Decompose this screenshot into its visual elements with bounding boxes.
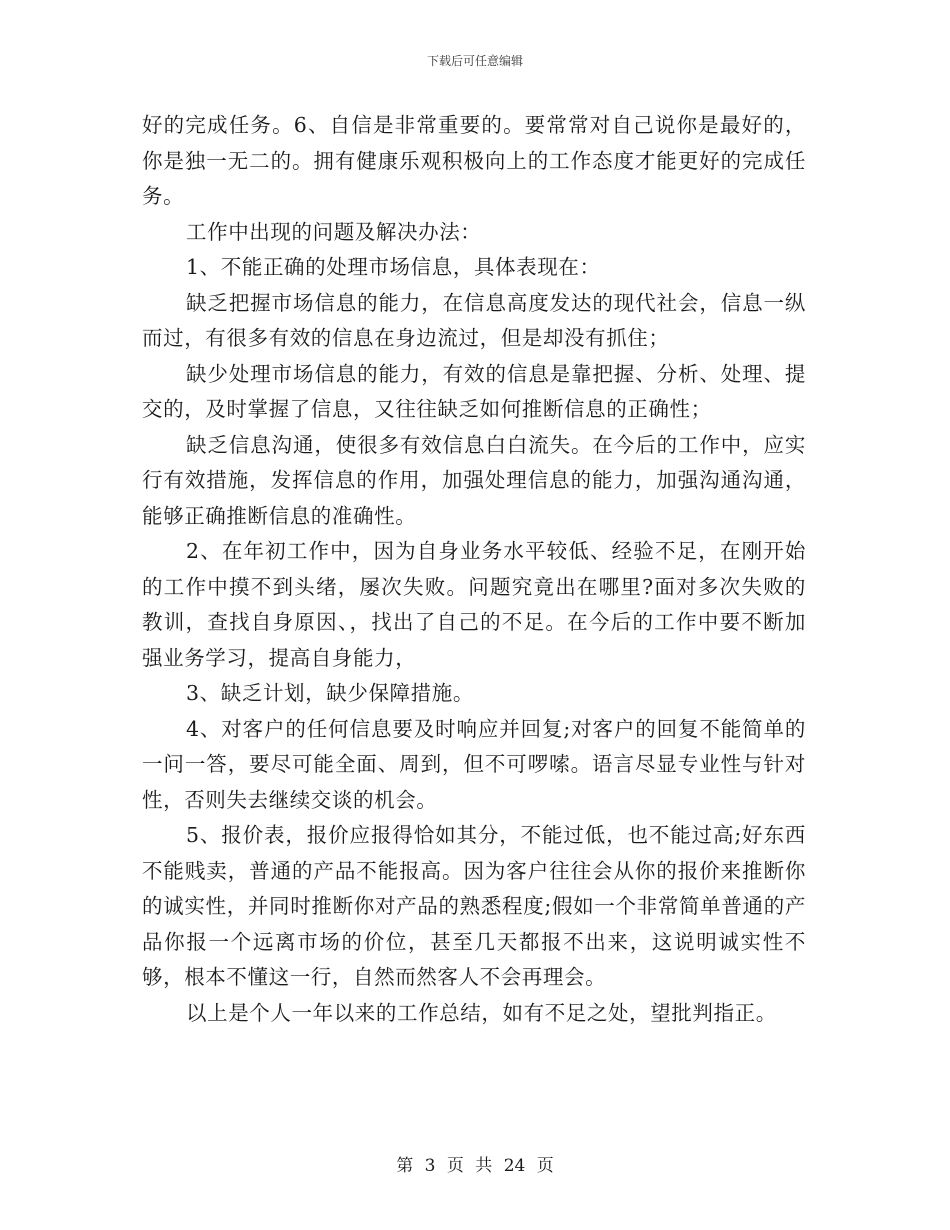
paragraph-item-4: 4、对客户的任何信息要及时响应并回复;对客户的回复不能简单的一问一答，要尽可能全面、周到，但不可啰嗦。语言尽显专业性与针对性，否则失去继续交谈的机会。 xyxy=(142,716,806,812)
paragraph-conclusion: 以上是个人一年以来的工作总结，如有不足之处，望批判指正。 xyxy=(186,1000,777,1025)
paragraph-item-1b: 缺少处理市场信息的能力，有效的信息是靠把握、分析、处理、提交的，及时掌握了信息，又往往缺乏如何推断信息的正确性； xyxy=(142,361,806,421)
page-number: 第 3 页 共 24 页 xyxy=(396,1156,554,1176)
paragraph-item-3: 3、缺乏计划，缺少保障措施。 xyxy=(186,681,474,705)
paragraph-item-1: 1、不能正确的处理市场信息，具体表现在： xyxy=(186,255,601,279)
paragraph-item-1a: 缺乏把握市场信息的能力，在信息高度发达的现代社会，信息一纵而过，有很多有效的信息在身边流过，但是却没有抓住； xyxy=(142,290,806,350)
paragraph-item-1c: 缺乏信息沟通，使很多有效信息白白流失。在今后的工作中，应实行有效措施，发挥信息的作用，加强处理信息的能力，加强沟通沟通，能够正确推断信息的准确性。 xyxy=(142,432,806,528)
paragraph-item-2: 2、在年初工作中，因为自身业务水平较低、经验不足，在刚开始的工作中摸不到头绪，屡次失败。问题究竟出在哪里?面对多次失败的教训，查找自身原因、，找出了自己的不足。在今后的工作中要不断加强业务学习，提高自身能力， xyxy=(142,539,806,670)
document-body xyxy=(142,108,806,1031)
paragraph-item-5: 5、报价表，报价应报得恰如其分，不能过低，也不能过高;好东西不能贱卖，普通的产品不能报高。因为客户往往会从你的报价来推断你的诚实性，并同时推断你对产品的熟悉程度;假如一个非常简单普通的产品你报一个远离市场的价位，甚至几天都报不出来，这说明诚实性不够，根本不懂这一行，自然而然客人不会再理会。 xyxy=(142,823,806,989)
paragraph-continuation: 好的完成任务。6、自信是非常重要的。要常常对自己说你是最好的，你是独一无二的。拥有健康乐观积极向上的工作态度才能更好的完成任务。 xyxy=(142,113,806,208)
page-header: 下载后可任意编辑 xyxy=(426,54,523,68)
paragraph-problems-heading: 工作中出现的问题及解决办法： xyxy=(186,219,482,244)
